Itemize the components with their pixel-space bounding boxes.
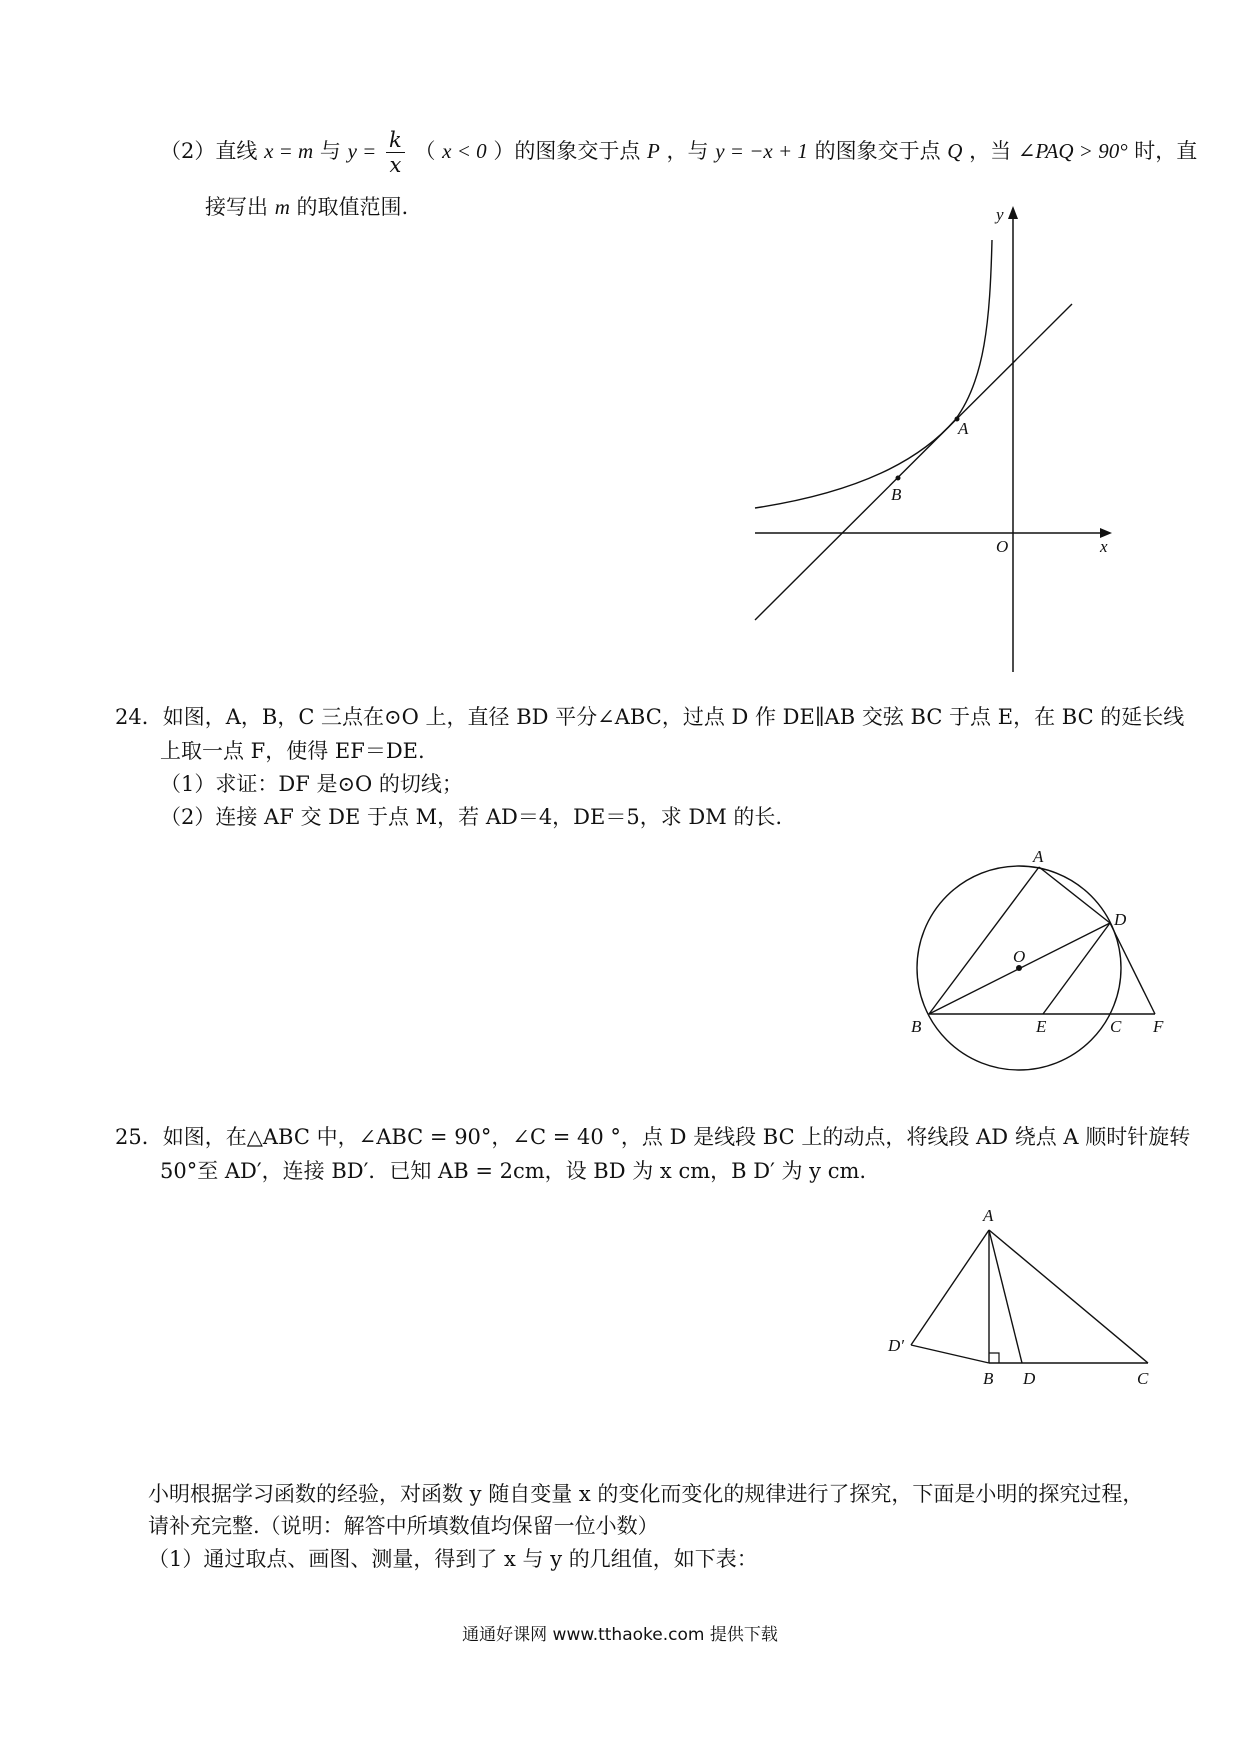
q23-line2-a: 接写出 — [205, 195, 268, 219]
q23-expr-xm: x = m — [264, 139, 314, 163]
q23-text-f: 的图象交于点 — [814, 139, 941, 163]
segment-ad-prime — [911, 1230, 989, 1345]
q23-text-h: 时，直 — [1134, 139, 1198, 163]
segment-ad — [989, 1230, 1022, 1363]
q24-line1: 24．如图，A，B，C 三点在⊙O 上，直径 BD 平分∠ABC，过点 D 作 DE∥AB 交弦 BC 于点 E，在 BC 的延长线 — [115, 705, 1185, 729]
segment-ac — [989, 1230, 1148, 1363]
label-o: O — [1013, 947, 1026, 966]
q23-angle: ∠PAQ > 90° — [1017, 139, 1128, 163]
label-e: E — [1036, 1017, 1047, 1036]
q23-text-g: ，当 — [969, 139, 1012, 163]
q25-para1: 小明根据学习函数的经验，对函数 y 随自变量 x 的变化而变化的规律进行了探究，下面是小明的探究过程， — [148, 1482, 1144, 1506]
label-b: B — [983, 1369, 994, 1388]
q23-line2-b: 的取值范围. — [296, 195, 409, 219]
q25-para2: 请补充完整.（说明：解答中所填数值均保留一位小数） — [148, 1514, 659, 1538]
label-b: B — [891, 485, 902, 504]
segment-d-prime-b — [911, 1345, 989, 1363]
label-b: B — [911, 1017, 922, 1036]
q23-frac-den: x — [389, 153, 402, 177]
label-a: A — [983, 1206, 994, 1225]
q23-text-a: （2）直线 — [160, 139, 258, 163]
label-f: F — [1153, 1017, 1164, 1036]
q23-var-m: m — [274, 195, 290, 219]
label-d-prime: D′ — [888, 1336, 904, 1355]
q24-line4: （2）连接 AF 交 DE 于点 M，若 AD＝4，DE＝5，求 DM 的长. — [160, 805, 783, 829]
q23-cond: x < 0 — [442, 139, 487, 163]
label-d: D — [1114, 910, 1127, 929]
page-footer: 通通好课网 www.tthaoke.com 提供下载 — [462, 1625, 778, 1645]
label-x: x — [1100, 537, 1108, 556]
q25-line2: 50°至 AD′，连接 BD′．已知 AB = 2cm，设 BD 为 x cm，B D′ 为 y cm. — [160, 1159, 867, 1183]
q23-expr-line: y = −x + 1 — [715, 139, 808, 163]
q23-expr-y: y = — [347, 139, 377, 163]
q25-para3: （1）通过取点、画图、测量，得到了 x 与 y 的几组值，如下表： — [148, 1547, 758, 1571]
q23-text-b: 与 — [319, 139, 341, 163]
label-c: C — [1110, 1017, 1122, 1036]
label-a: A — [958, 419, 969, 438]
label-d: D — [1023, 1369, 1036, 1388]
q23-text-e: ，与 — [666, 139, 709, 163]
label-a: A — [1033, 847, 1044, 866]
q23-text-c: （ — [414, 139, 436, 163]
q23-pt-q: Q — [947, 139, 963, 163]
label-c: C — [1137, 1369, 1149, 1388]
q25-line1: 25．如图，在△ABC 中，∠ABC = 90°，∠C = 40 °，点 D 是线段 BC 上的动点，将线段 AD 绕点 A 顺时针旋转 — [115, 1125, 1191, 1149]
label-o: O — [996, 537, 1009, 556]
q24-line3: （1）求证：DF 是⊙O 的切线； — [160, 772, 463, 796]
right-angle-mark — [989, 1353, 999, 1363]
q23-text-d: ）的图象交于点 — [493, 139, 641, 163]
label-y: y — [996, 205, 1004, 224]
q23-frac-num: k — [386, 128, 405, 153]
q24-line2: 上取一点 F，使得 EF＝DE. — [160, 739, 425, 763]
q23-pt-p: P — [647, 139, 660, 163]
